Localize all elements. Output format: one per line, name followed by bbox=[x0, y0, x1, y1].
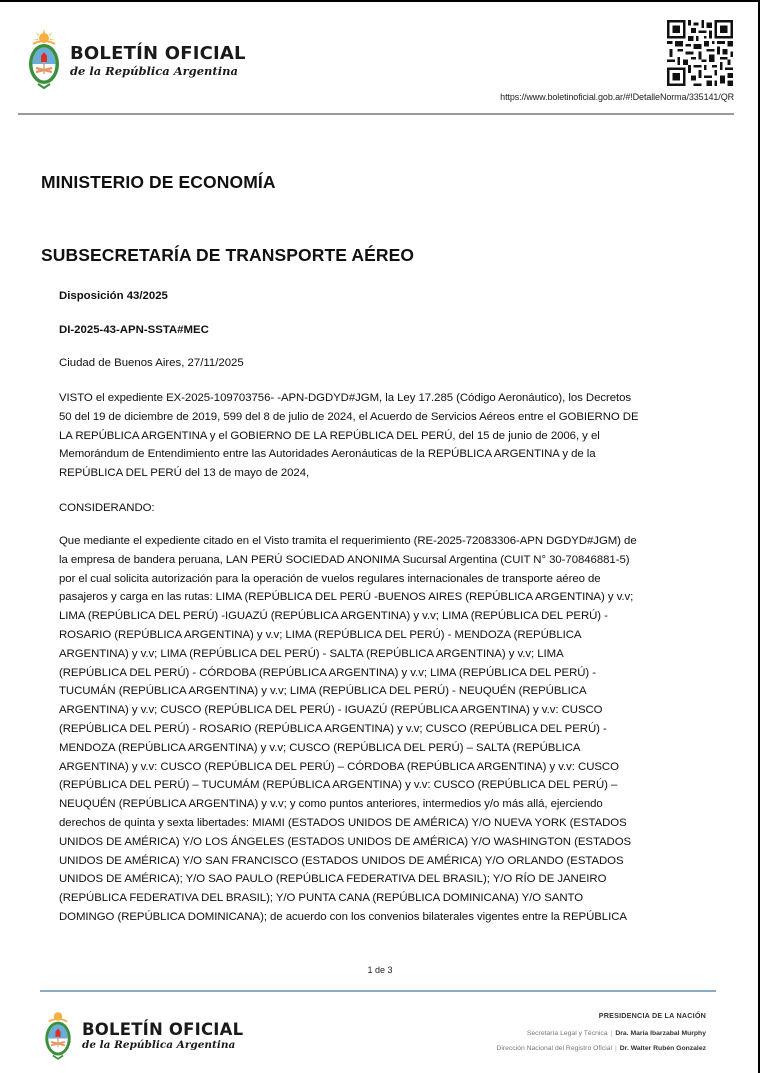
signatory-line bbox=[527, 1030, 706, 1037]
paragraph-line: LIMA (REPÚBLICA DEL PERÚ) -IGUAZÚ (REPÚBLICA ARGENTINA) y v.v; LIMA (REPÚBLICA DEL PERÚ) - bbox=[59, 610, 608, 623]
page-indicator: 1 de 3 bbox=[367, 965, 393, 975]
visto-paragraph bbox=[59, 389, 719, 483]
paragraph-line: Memorándum de Entendimiento entre las Autoridades Aeronáuticas de la REPÚBLICA ARGENTINA y de la bbox=[59, 448, 596, 461]
paragraph-line: pasajeros y carga en las rutas: LIMA (REPÚBLICA DEL PERÚ -BUENOS AIRES (REPÚBLICA ARGENTINA) y v.v; bbox=[59, 591, 634, 604]
paragraph-line: (REPÚBLICA DEL PERÚ) – TUCUMÁM (REPÚBLICA ARGENTINA) y v.v: CUSCO (REPÚBLICA DEL PERÚ) – bbox=[59, 779, 618, 792]
paragraph-line: Que mediante el expediente citado en el Visto tramita el requerimiento (RE-2025-72083306-APN DGDYD#JGM) de bbox=[59, 535, 637, 547]
paragraph-line: UNIDOS DE AMÉRICA) Y/O SAN FRANCISCO (ESTADOS UNIDOS DE AMÉRICA) Y/O ORLANDO (ESTADOS bbox=[59, 854, 624, 867]
header-divider bbox=[18, 113, 734, 115]
qr-url-link[interactable]: https://www.boletinoficial.gob.ar/#!DetalleNorma/335141/QR bbox=[500, 92, 734, 102]
qr-code-icon[interactable] bbox=[667, 20, 733, 86]
logo-subtitle: de la República Argentina bbox=[70, 64, 238, 78]
paragraph-line: MENDOZA (REPÚBLICA ARGENTINA) y v.v; CUSCO (REPÚBLICA DEL PERÚ) – SALTA (REPÚBLICA bbox=[59, 741, 581, 754]
coat-of-arms-icon bbox=[42, 1008, 74, 1064]
considerando-heading: CONSIDERANDO: bbox=[59, 502, 155, 514]
footer-divider bbox=[40, 990, 716, 992]
signatory-office: Dirección Nacional del Registro Oficial bbox=[496, 1045, 612, 1052]
paragraph-line: ROSARIO (REPÚBLICA ARGENTINA) y v.v; LIMA (REPÚBLICA DEL PERÚ) - MENDOZA (REPÚBLICA bbox=[59, 628, 582, 641]
paragraph-line: NEUQUÉN (REPÚBLICA ARGENTINA) y v.v; y como puntos anteriores, intermedios y/o más allá, ejerciendo bbox=[59, 798, 603, 811]
separator: | bbox=[615, 1045, 617, 1052]
paragraph-line: ARGENTINA) y v.v; LIMA (REPÚBLICA DEL PERÚ) - SALTA (REPÚBLICA ARGENTINA) y v.v; LIMA bbox=[59, 647, 564, 660]
paragraph-line: VISTO el expediente EX-2025-109703756- -APN-DGDYD#JGM, la Ley 17.285 (Código Aeronáutico), los Decretos bbox=[59, 392, 632, 404]
coat-of-arms-icon bbox=[26, 28, 62, 94]
paragraph-line: UNIDOS DE AMÉRICA) Y/O LOS ÁNGELES (ESTADOS UNIDOS DE AMÉRICA) Y/O WASHINGTON (ESTADOS bbox=[59, 835, 632, 848]
boletin-oficial-logo bbox=[26, 28, 246, 94]
que-paragraph bbox=[59, 532, 719, 927]
paragraph-line: UNIDOS DE AMÉRICA); Y/O SAO PAULO (REPÚBLICA FEDERATIVA DEL BRASIL); Y/O RÍO DE JANEIRO bbox=[59, 873, 607, 886]
signatory-line bbox=[496, 1045, 706, 1052]
subsecretariat-heading: SUBSECRETARÍA DE TRANSPORTE AÉREO bbox=[41, 245, 415, 265]
footer-boletin-oficial-logo bbox=[42, 1008, 243, 1064]
paragraph-line: 50 del 19 de diciembre de 2019, 599 del 8 de julio de 2024, el Acuerdo de Servicios Aéreos entre el GOBIERNO DE bbox=[59, 410, 639, 423]
paragraph-line: DOMINGO (REPÚBLICA DOMINICANA); de acuerdo con los convenios bilaterales vigentes entre la REPÚBLICA bbox=[59, 910, 627, 923]
paragraph-line: la empresa de bandera peruana, LAN PERÚ SOCIEDAD ANONIMA Sucursal Argentina (CUIT N° 30-70846881-5) bbox=[59, 553, 630, 566]
paragraph-line: ARGENTINA) y v.v: CUSCO (REPÚBLICA DEL PERÚ) – CÓRDOBA (REPÚBLICA ARGENTINA) y v.v: CUSCO bbox=[59, 760, 619, 773]
paragraph-line: por el cual solicita autorización para la operación de vuelos regulares internacionales de transporte aéreo de bbox=[59, 572, 601, 585]
paragraph-line: (REPÚBLICA DEL PERÚ) - ROSARIO (REPÚBLICA ARGENTINA) y v.v; CUSCO (REPÚBLICA DEL PERÚ) - bbox=[59, 722, 607, 735]
footer-logo-subtitle: de la República Argentina bbox=[82, 1038, 236, 1051]
paragraph-line: REPÚBLICA DEL PERÚ del 13 de mayo de 2024, bbox=[59, 467, 310, 480]
signatory-name: Dr. Walter Rubén Gonzalez bbox=[619, 1045, 706, 1052]
presidency-label: PRESIDENCIA DE LA NACIÓN bbox=[598, 1011, 706, 1020]
paragraph-line: (REPÚBLICA DEL PERÚ) - CÓRDOBA (REPÚBLICA ARGENTINA) y v.v; LIMA (REPÚBLICA DEL PERÚ) - bbox=[59, 666, 597, 679]
paragraph-line: LA REPÚBLICA ARGENTINA y el GOBIERNO DE LA REPÚBLICA DEL PERÚ, del 15 de junio de 2006, y el bbox=[59, 429, 600, 442]
logo-title: BOLETÍN OFICIAL bbox=[70, 43, 246, 64]
ministry-heading: MINISTERIO DE ECONOMÍA bbox=[41, 172, 276, 192]
signatory-name: Dra. María Ibarzabal Murphy bbox=[615, 1030, 706, 1037]
separator: | bbox=[610, 1030, 613, 1037]
paragraph-line: ARGENTINA) y v.v; CUSCO (REPÚBLICA DEL PERÚ) - IGUAZÚ (REPÚBLICA ARGENTINA) y v.v: CUSCO bbox=[59, 704, 603, 717]
disposition-number: Disposición 43/2025 bbox=[59, 290, 168, 302]
place-date: Ciudad de Buenos Aires, 27/11/2025 bbox=[59, 357, 244, 369]
paragraph-line: derechos de quinta y sexta libertades: MIAMI (ESTADOS UNIDOS DE AMÉRICA) Y/O NUEVA YORK (ESTADOS bbox=[59, 816, 627, 829]
document-code: DI-2025-43-APN-SSTA#MEC bbox=[59, 324, 209, 336]
paragraph-line: (REPÚBLICA FEDERATIVA DEL BRASIL); Y/O PUNTA CANA (REPÚBLICA DOMINICANA) Y/O SANTO bbox=[59, 892, 584, 905]
paragraph-line: TUCUMÁN (REPÚBLICA ARGENTINA) y v.v; LIMA (REPÚBLICA DEL PERÚ) - NEUQUÉN (REPÚBLICA bbox=[59, 685, 587, 698]
signatory-office: Secretaría Legal y Técnica bbox=[526, 1030, 608, 1037]
footer-logo-title: BOLETÍN OFICIAL bbox=[82, 1019, 244, 1039]
